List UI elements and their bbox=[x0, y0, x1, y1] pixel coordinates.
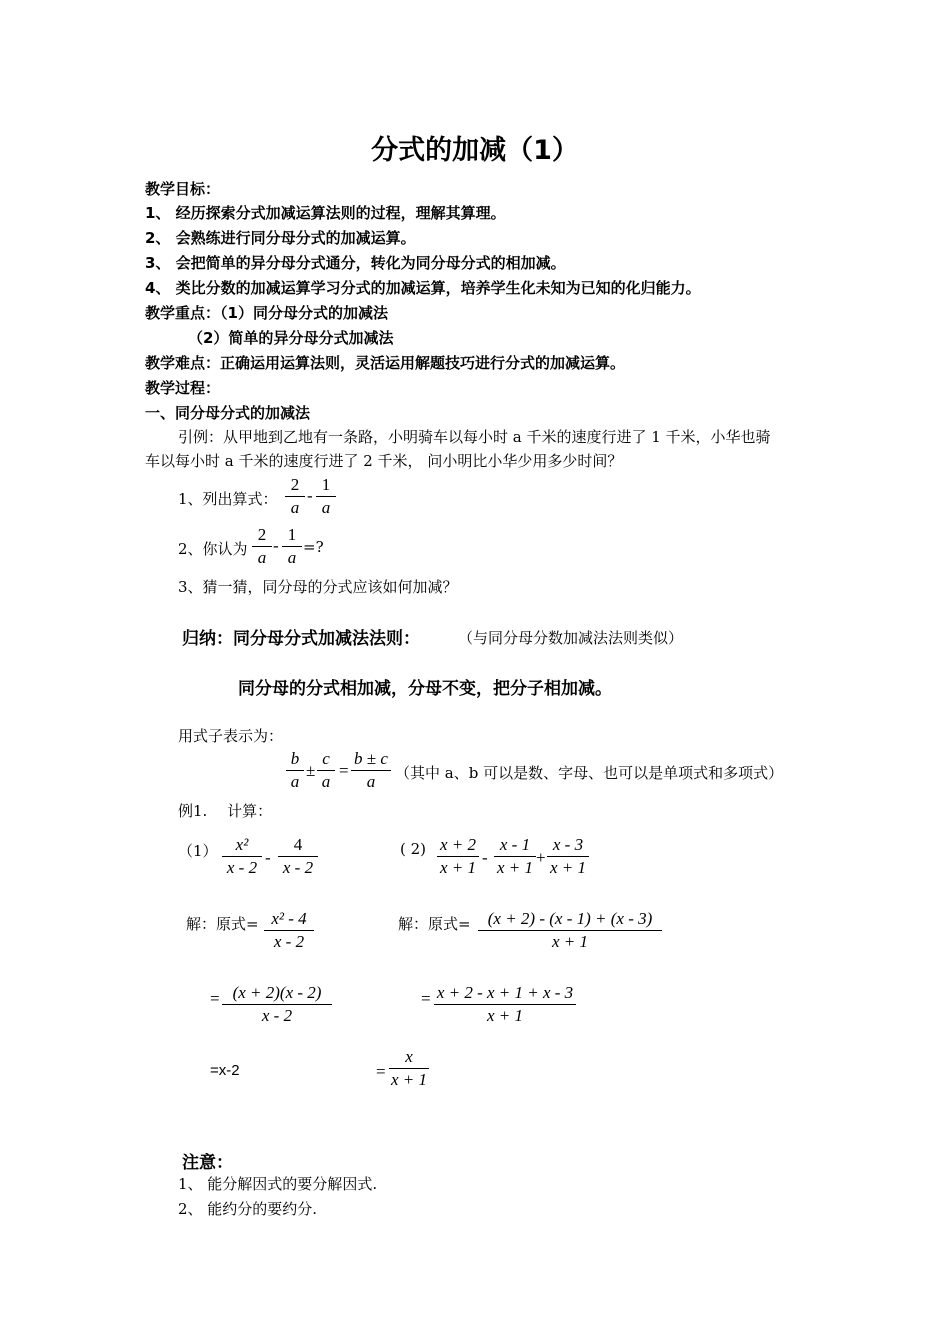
equals-sign: = bbox=[210, 989, 220, 1008]
equals-sign: = bbox=[376, 1062, 386, 1081]
fraction: $\frac{b}{a}$ bbox=[286, 748, 304, 793]
key-points-2: （2）简单的异分母分式加减法 bbox=[188, 329, 394, 347]
fraction: $\frac{4}{x - 2}$ bbox=[278, 834, 318, 879]
fraction: $\frac{x + 2}{x + 1}$ bbox=[437, 834, 479, 879]
goal-item: 2、 会熟练进行同分母分式的加减运算。 bbox=[145, 229, 416, 247]
formula-note: （其中 a、b 可以是数、字母、也可以是单项式和多项式） bbox=[395, 764, 784, 782]
solution-1-result: =x-2 bbox=[210, 1062, 240, 1079]
section-heading: 一、同分母分式的加减法 bbox=[145, 404, 311, 422]
fraction: $\frac{(x + 2) - (x - 1) + (x - 3)}{x + 1}$ bbox=[478, 908, 662, 953]
example-1-label: （1） bbox=[178, 842, 218, 860]
example-2-label: ( 2) bbox=[400, 840, 427, 858]
fraction: $\frac{c}{a}$ bbox=[317, 748, 335, 793]
minus-sign: - bbox=[265, 848, 271, 867]
goal-item: 1、 经历探索分式加减运算法则的过程，理解其算理。 bbox=[145, 204, 506, 222]
fraction: $\frac{1}{a}$ bbox=[316, 474, 336, 519]
fraction: $\frac{x}{x + 1}$ bbox=[390, 1047, 428, 1089]
key-points: 教学重点：（1）同分母分式的加减法 bbox=[145, 304, 388, 322]
note-heading: 注意： bbox=[182, 1153, 233, 1173]
difficulty: 教学难点：正确运用运算法则，灵活运用解题技巧进行分式的加减运算。 bbox=[145, 354, 626, 372]
question-3: 3、猜一猜，同分母的分式应该如何加减？ bbox=[178, 578, 458, 596]
intro-text: 车以每小时 a 千米的速度行进了 2 千米， 问小明比小华少用多少时间？ bbox=[145, 452, 623, 470]
page-title: 分式的加减（1） bbox=[371, 135, 579, 166]
fraction: $\frac{b \pm c}{a}$ bbox=[351, 748, 391, 793]
minus-sign: - bbox=[307, 486, 313, 505]
question-2: 2、你认为 bbox=[178, 540, 248, 558]
minus-sign: - bbox=[273, 536, 279, 555]
equals-sign: = bbox=[339, 761, 349, 780]
plus-sign: + bbox=[536, 848, 546, 867]
summary-note: （与同分母分数加减法法则类似） bbox=[458, 629, 684, 647]
solution-label: 解：原式= bbox=[398, 915, 471, 933]
summary-label: 归纳：同分母分式加减法法则： bbox=[182, 629, 420, 649]
goal-item: 3、 会把简单的异分母分式通分，转化为同分母分式的相加减。 bbox=[145, 254, 566, 272]
rule-text: 同分母的分式相加减，分母不变，把分子相加减。 bbox=[238, 679, 612, 699]
goals-heading: 教学目标： bbox=[145, 180, 221, 198]
fraction: $\frac{x - 3}{x + 1}$ bbox=[547, 834, 589, 879]
fraction: $\frac{\text{x²}}{x - 2}$ bbox=[222, 834, 262, 879]
goal-item: 4、 类比分数的加减运算学习分式的加减运算，培养学生化未知为已知的化归能力。 bbox=[145, 279, 701, 297]
fraction: $\frac{2}{a}$ bbox=[285, 474, 305, 519]
note-item: 2、 能约分的要约分. bbox=[178, 1200, 318, 1218]
fraction: $\frac{(x + 2)(x - 2)}{x - 2}$ bbox=[222, 982, 332, 1027]
formula-intro: 用式子表示为： bbox=[178, 727, 284, 745]
fraction: $\frac{1}{a}$ bbox=[282, 524, 302, 569]
process-heading: 教学过程： bbox=[145, 379, 221, 397]
intro-text: 引例：从甲地到乙地有一条路，小明骑车以每小时 a 千米的速度行进了 1 千米，小华也骑 bbox=[178, 428, 771, 446]
solution-label: 解：原式= bbox=[186, 915, 259, 933]
fraction: $\frac{\text{x² - 4}}{x - 2}$ bbox=[264, 908, 314, 953]
plus-minus-sign: ± bbox=[306, 761, 316, 780]
fraction: $\frac{x + 2 - x + 1 + x - 3}{x + 1}$ bbox=[434, 982, 576, 1027]
fraction: $\frac{2}{a}$ bbox=[252, 524, 272, 569]
example-label: 例1. 计算： bbox=[178, 802, 273, 820]
note-item: 1、 能分解因式的要分解因式. bbox=[178, 1175, 378, 1193]
equals-question: =? bbox=[303, 538, 324, 556]
question-1: 1、列出算式： bbox=[178, 490, 278, 508]
minus-sign: - bbox=[482, 848, 488, 867]
fraction: $\frac{x - 1}{x + 1}$ bbox=[494, 834, 536, 879]
equals-sign: = bbox=[421, 989, 431, 1008]
